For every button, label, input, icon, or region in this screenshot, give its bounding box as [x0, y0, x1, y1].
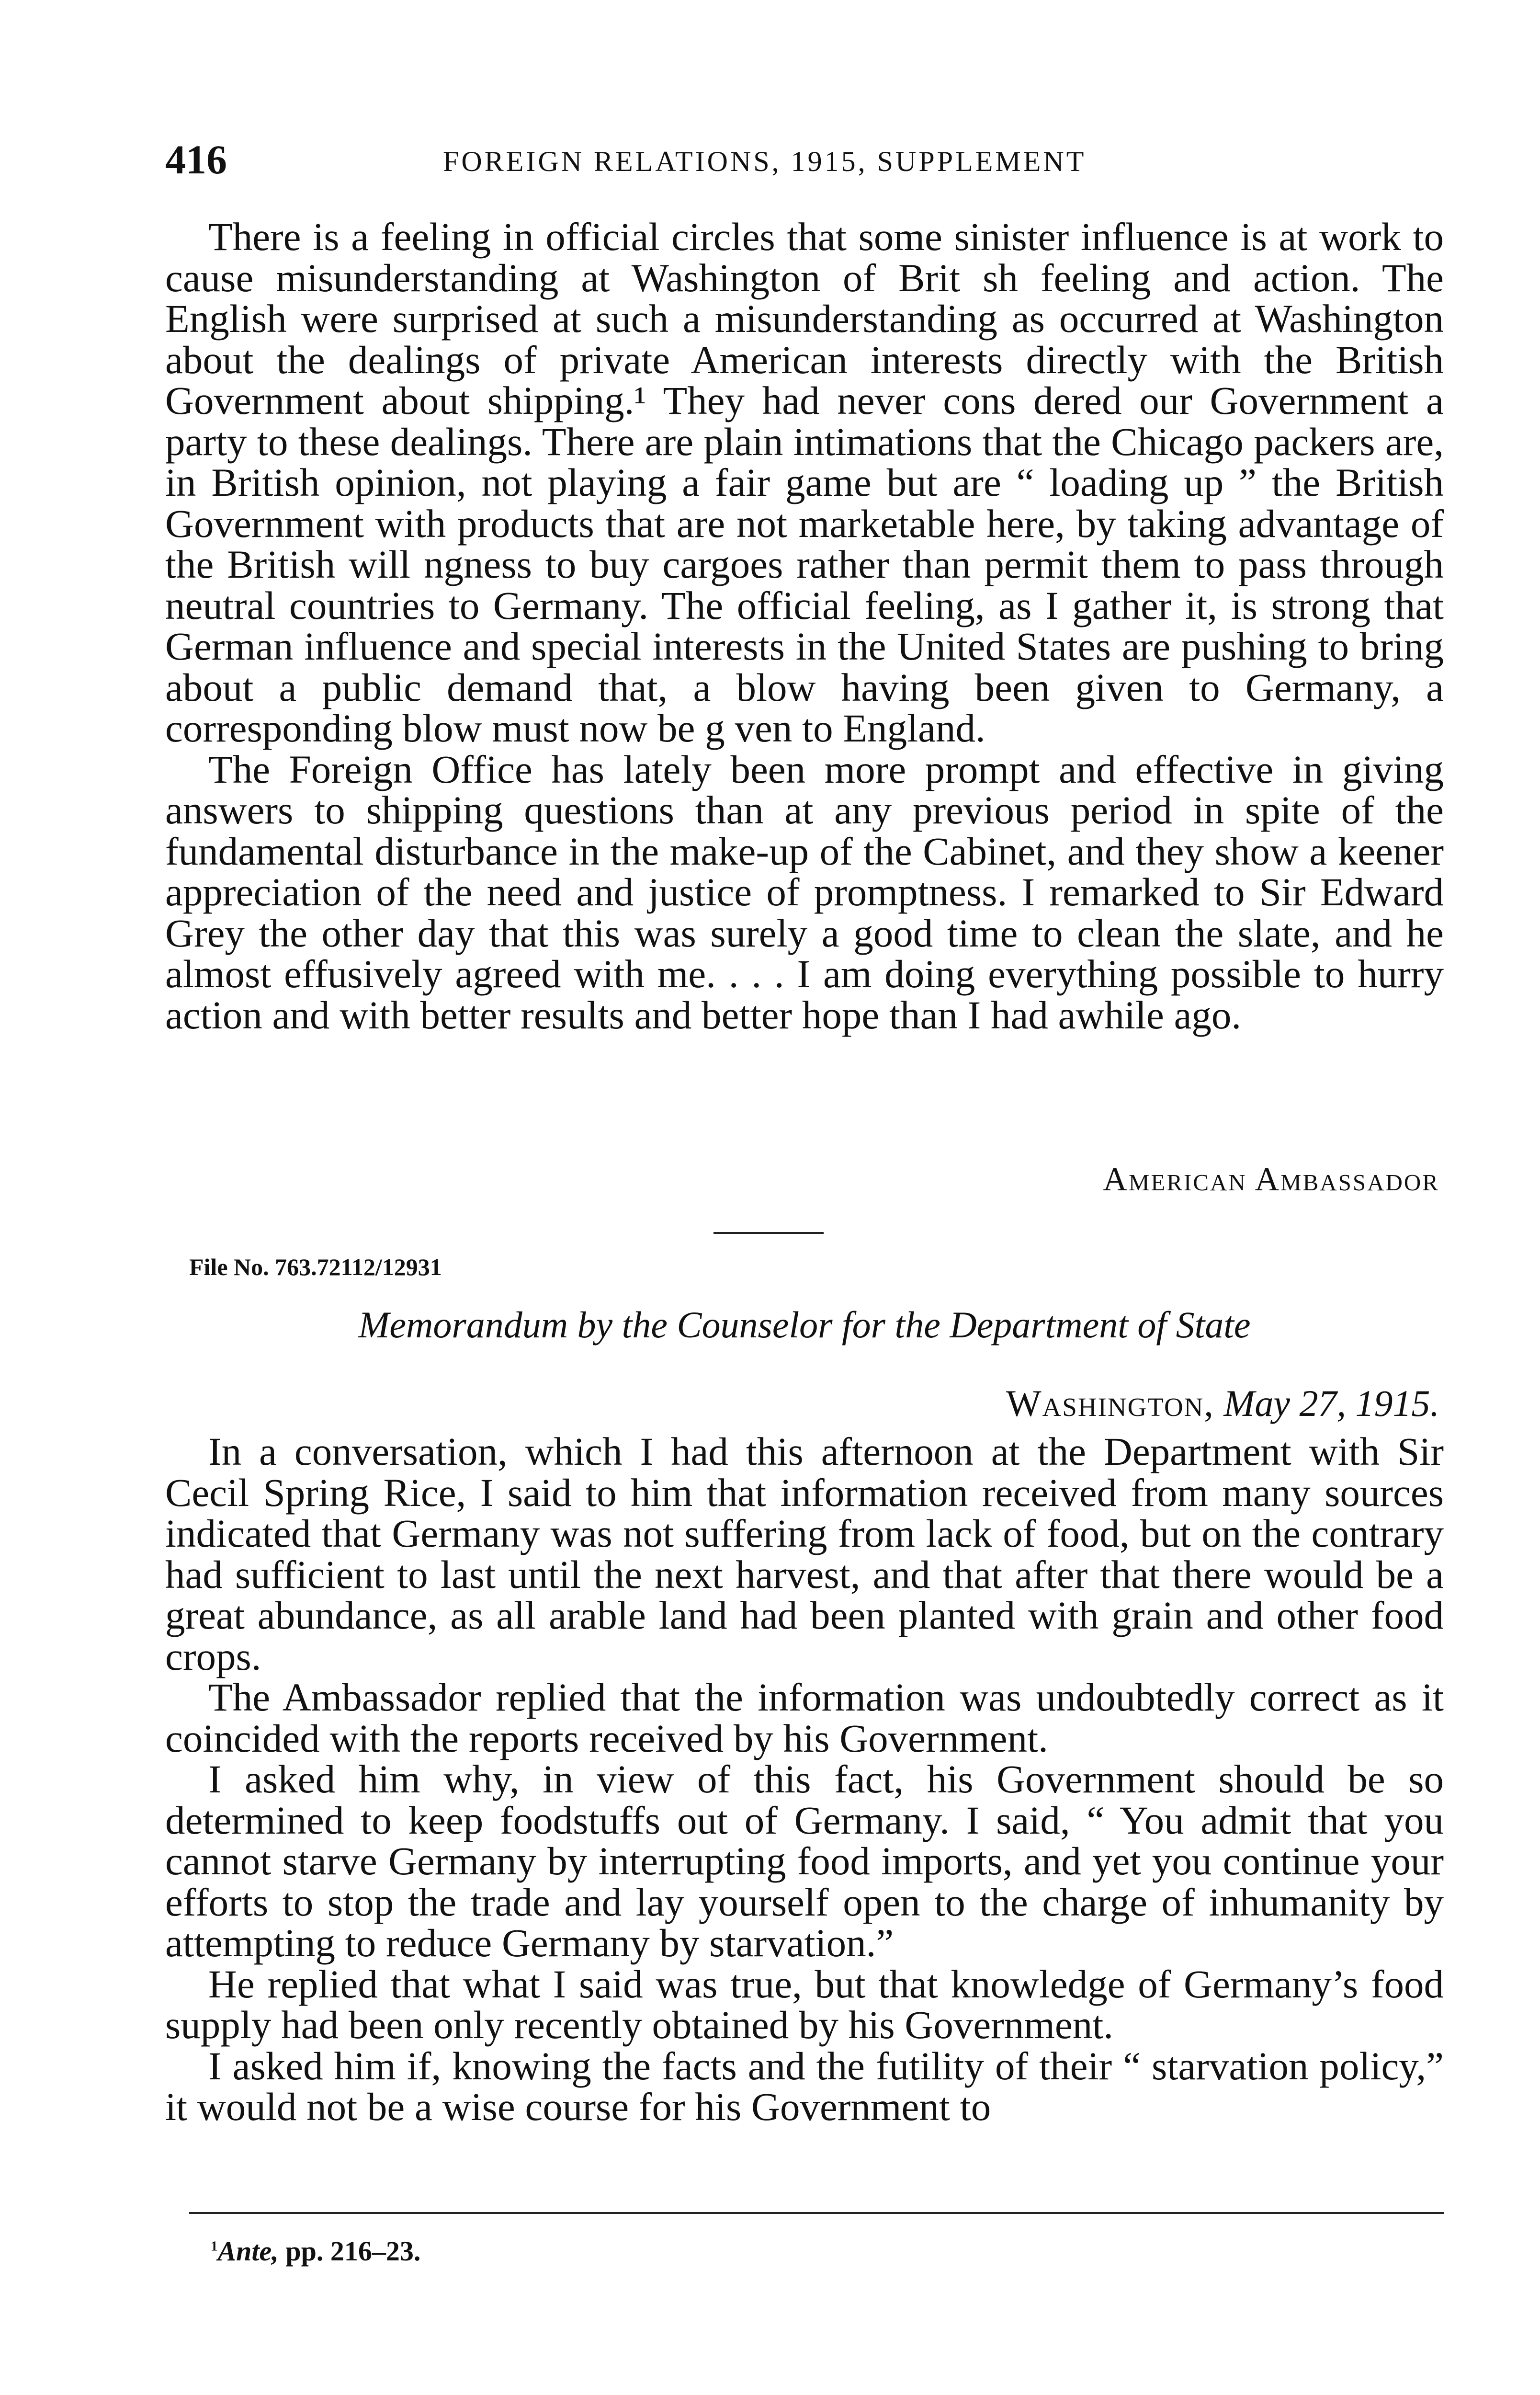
dateline-place: Washington,	[1006, 1382, 1214, 1424]
letter-paragraph: The Foreign Office has lately been more prompt and effective in giving answers to shipping questions than at any previous period in spite of the fundamental disturbance in the make-up of the Cabinet, and they show a keener appreciation of the need and justice of promptness. I remarked to Sir Edward Grey the other day that this was surely a good time to clean the slate, and he almost effusively agreed with me. . . . I am doing everything possible to hurry action and with better results and better hope than I had awhile ago.	[165, 747, 1444, 1037]
dateline-date: May 27, 1915.	[1223, 1382, 1439, 1424]
file-number: File No. 763.72112/12931	[189, 1254, 442, 1280]
section-divider	[713, 1232, 824, 1234]
memo-paragraph: He replied that what I said was true, but that knowledge of Germany’s food supply had been only recently obtained by his Government.	[165, 1962, 1444, 2047]
memo-paragraph: I asked him if, knowing the facts and the futility of their “ starvation policy,” it would not be a wise course for his Government to	[165, 2043, 1444, 2129]
signature: American Ambassador	[1103, 1161, 1439, 1198]
memo-paragraph: In a conversation, which I had this afternoon at the Department with Sir Cecil Spring Rice, I said to him that information received from many sources indicated that Germany was not suffering from lack of food, but on the contrary had sufficient to last until the next harvest, and that after that there would be a great abundance, as all arable land had been planted with grain and other food crops.	[165, 1429, 1444, 1678]
memo-paragraph: The Ambassador replied that the information was undoubtedly correct as it coincided with the reports received by his Government.	[165, 1675, 1444, 1760]
memo-body	[165, 1431, 1444, 2128]
letter-paragraph: There is a feeling in official circles that some sinister influence is at work to cause misunderstanding at Washington of Brit sh feeling and action. The English were surprised at such a misunderstanding as occurred at Washington about the dealings of private American interests directly with the British Government about shipping.¹ They had never cons dered our Government a party to these dealings. There are plain intimations that the Chicago packers are, in British opinion, not playing a fair game but are “ loading up ” the British Government with products that are not marketable here, by taking advantage of the British will ngness to buy cargoes rather than permit them to pass through neutral countries to Germany. The official feeling, as I gather it, is strong that German influence and special interests in the United States are pushing to bring about a public demand that, a blow having been given to Germany, a corresponding blow must now be g ven to England.	[165, 215, 1444, 750]
memo-title: Memorandum by the Counselor for the Department of State	[358, 1304, 1251, 1346]
memo-paragraph: I asked him why, in view of this fact, his Government should be so determined to keep foodstuffs out of Germany. I said, “ You admit that you cannot starve Germany by interrupting food imports, and yet you continue your efforts to stop the trade and lay yourself open to the charge of inhumanity by attempting to reduce Germany by starvation.”	[165, 1757, 1444, 1965]
dateline	[1006, 1380, 1439, 1427]
footnote-marker: 1	[211, 2238, 218, 2254]
footnote	[211, 2232, 420, 2270]
running-head: FOREIGN RELATIONS, 1915, SUPPLEMENT	[443, 146, 1087, 177]
footnote-ante: Ante,	[217, 2235, 279, 2267]
page-number: 416	[165, 137, 227, 182]
page-header	[165, 133, 1444, 186]
letter-body	[165, 217, 1444, 1036]
footnote-divider	[189, 2212, 1444, 2214]
footnote-pages: pp. 216–23.	[285, 2235, 421, 2267]
